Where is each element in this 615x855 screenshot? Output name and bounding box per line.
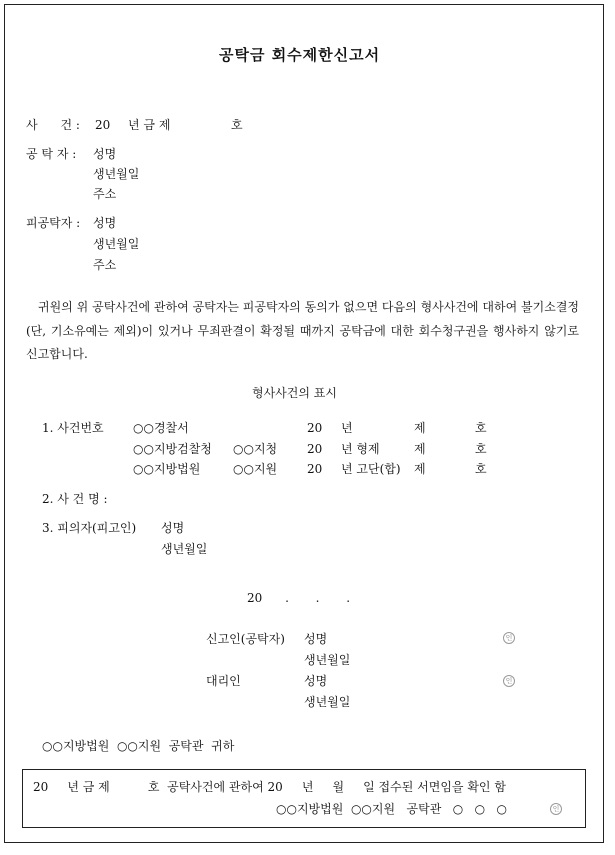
item1-row3-je: 제 <box>414 462 426 476</box>
item3-label: 3. 피의자(피고인) <box>42 521 137 535</box>
depositor-label: 공 탁 자 : <box>26 147 77 161</box>
addressee: ○○지방법원 ○○지원 공탁관 귀하 <box>42 739 235 753</box>
item1-row3-year: 20 <box>307 462 323 476</box>
agent-label: 대리인 <box>206 674 241 688</box>
item1-row1-org: ○○경찰서 <box>133 421 189 435</box>
depositor-birth: 생년월일 <box>93 167 140 181</box>
case-label: 사 건 : <box>26 118 80 132</box>
depositee-label: 피공탁자 : <box>26 216 81 230</box>
item3-birth: 생년월일 <box>161 542 208 556</box>
case-rest: 년 금 제 <box>128 118 171 132</box>
document-title: 공탁금 회수제한신고서 <box>219 46 381 64</box>
item1-row2-org: ○○지방검찰청 <box>133 442 212 456</box>
reporter-seal-icon: 인 <box>503 632 515 644</box>
item2-label: 2. 사 건 명 : <box>42 492 108 506</box>
depositee-name: 성명 <box>93 216 117 230</box>
reporter-label: 신고인(공탁자) <box>206 632 285 646</box>
item1-row1-ho: 호 <box>475 421 487 435</box>
item1-row3-type: 년 고단(합) <box>341 462 401 476</box>
item1-row2-type: 년 형제 <box>341 442 380 456</box>
body-paragraph: 귀원의 위 공탁사건에 관하여 공탁자는 피공탁자의 동의가 없으면 다음의 형사사건에 대하여 불기소결정(단, 기소유예는 제외)이 있거나 무죄판결이 확정될 때까지 공탁금에 대한 회수청구권을 행사하지 않기로 신고합니다. <box>26 300 579 361</box>
depositee-address: 주소 <box>93 258 117 272</box>
item1-row3-ho: 호 <box>475 462 487 476</box>
case-ho: 호 <box>231 118 243 132</box>
item1-row1-type: 년 <box>341 421 353 435</box>
agent-birth: 생년월일 <box>304 695 351 709</box>
confirmation-box <box>22 769 586 828</box>
item1-row2-ho: 호 <box>475 442 487 456</box>
item1-row2-je: 제 <box>414 442 426 456</box>
item1-row1-je: 제 <box>414 421 426 435</box>
criminal-section-title: 형사사건의 표시 <box>252 386 337 400</box>
item3-name: 성명 <box>161 521 185 535</box>
item1-row3-org: ○○지방법원 <box>133 462 201 476</box>
item1-row2-branch: ○○지청 <box>233 442 278 456</box>
item1-label: 1. 사건번호 <box>42 421 104 435</box>
confirm-seal-icon: 인 <box>550 803 562 815</box>
item1-row2-year: 20 <box>307 442 323 456</box>
agent-seal-icon: 인 <box>503 675 515 687</box>
case-year-prefix: 20 <box>95 118 111 132</box>
depositee-birth: 생년월일 <box>93 237 140 251</box>
item1-row3-branch: ○○지원 <box>233 462 278 476</box>
agent-name: 성명 <box>304 674 328 688</box>
reporter-name: 성명 <box>304 632 328 646</box>
item1-row1-year: 20 <box>307 421 323 435</box>
confirm-line1: 20 년 금 제 호 공탁사건에 관하여 20 년 월 일 접수된 서면임을 확인 함 <box>33 780 506 794</box>
reporter-birth: 생년월일 <box>304 653 351 667</box>
depositor-address: 주소 <box>93 187 117 201</box>
confirm-line2: ○○지방법원 ○○지원 공탁관 ○ ○ ○ <box>276 802 508 816</box>
depositor-name: 성명 <box>93 147 117 161</box>
date-line: 20 . . . <box>247 591 351 605</box>
